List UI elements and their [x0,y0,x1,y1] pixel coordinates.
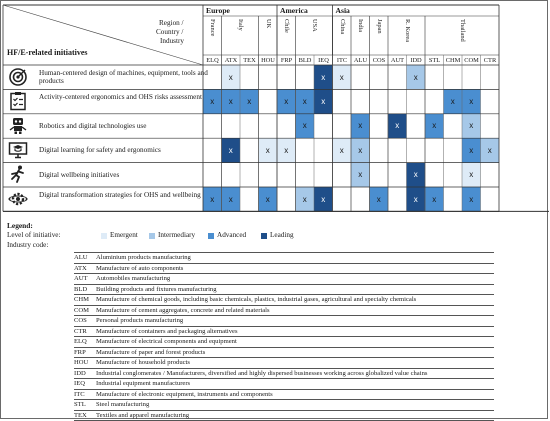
industry-code: HOU [74,359,89,366]
level-mark: x [339,145,344,155]
industry-code-cos: COS [372,56,386,64]
industry-code: ATX [74,264,87,272]
industry-code: FRP [74,348,86,356]
industry-description: Manufacture of auto components [96,264,184,272]
clipboard-checklist-icon [8,91,30,113]
industry-code-stl: STL [428,56,441,64]
industry-code: STL [74,401,86,408]
level-mark: x [228,72,233,82]
legend-swatch-intermediary [149,233,155,239]
level-mark: x [210,194,215,204]
industry-code-tex: TEX [243,56,256,64]
industry-code-elq: ELQ [206,56,219,64]
legend-title: Legend: [7,221,33,230]
level-mark: x [358,145,363,155]
industry-code: ITC [74,390,85,398]
industry-code-aut: AUT [390,56,405,64]
level-mark: x [358,121,363,131]
corner-region-line-3: Industry [160,37,184,45]
country-japan: Japan [375,19,383,34]
legend-swatch-advanced [208,233,214,239]
level-mark: x [469,170,474,180]
level-mark: x [265,145,270,155]
level-mark: x [339,72,344,82]
country-chile: Chile [283,19,291,33]
industry-description: Building products and fixtures manufacturing [96,285,217,293]
industry-description: Industrial conglomerates / Manufacturers, diversified and highly dispersed businesses working across globalized value chains [96,369,428,377]
legend-level-advanced: Advanced [217,231,247,239]
country-italy: Italy [237,19,244,31]
level-mark: x [302,96,307,106]
target-gear-icon [8,67,30,89]
country-r--korea: R. Korea [403,19,411,43]
industry-description: Personal products manufacturing [96,317,184,324]
initiative-label: Digital transformation strategies for OHS and wellbeing [39,191,201,199]
country-thailand: Thailand [459,19,466,42]
region-asia: Asia [335,6,350,15]
industry-code-alu: ALU [353,56,368,64]
legend-level-intermediary: Intermediary [158,231,196,239]
level-mark: x [321,72,326,82]
industry-code: CTR [74,327,87,335]
industry-code: IDD [74,369,86,377]
level-mark: x [302,121,307,131]
level-mark: x [302,194,307,204]
legend-level-emergent: Emergent [110,231,138,239]
industry-code: AUT [74,275,88,282]
initiative-label: Digital learning for safety and ergonomics [39,146,161,155]
industry-description: Automobiles manufacturing [96,275,171,282]
country-india: India [357,19,365,33]
industry-description: Steel manufacturing [96,401,150,408]
level-mark: x [321,96,326,106]
monitor-learning-icon [8,140,30,162]
corner-title: HF/E-related initiatives [7,48,88,57]
industry-code: CHM [74,296,90,303]
level-mark: x [469,121,474,131]
industry-code: IEQ [74,380,85,387]
level-mark: x [450,96,455,106]
level-mark: x [376,194,381,204]
industry-description: Textiles and apparel manufacturing [96,411,190,419]
industry-code-chm: CHM [445,56,461,64]
industry-code-com: COM [464,56,479,64]
initiative-label: Robotics and digital technologies use [39,121,147,130]
industry-description: Manufacture of cement aggregates, concrete and related materials [96,306,270,314]
industry-description: Manufacture of electrical components and equipment [96,338,237,345]
running-person-icon [8,164,30,186]
corner-region-line-1: Region / [159,19,184,27]
level-mark: x [210,96,215,106]
industry-code: ELQ [74,338,87,345]
level-mark: x [413,194,418,204]
legend-level-label: Level of initiative: [7,231,61,239]
level-mark: x [358,170,363,180]
level-mark: x [432,194,437,204]
industry-code-atx: ATX [224,56,238,64]
level-mark: x [247,96,252,106]
industry-description: Manufacture of containers and packaging alternatives [96,327,238,335]
initiative-label: Digital wellbeing initiatives [39,170,120,179]
industry-code-ieq: IEQ [318,56,329,64]
level-mark: x [284,145,289,155]
region-america: America [280,6,308,15]
country-uk: UK [264,19,272,29]
legend-level-leading: Leading [270,231,294,239]
country-france: France [209,19,217,37]
industry-code-bld: BLD [298,56,312,64]
level-mark: x [487,145,492,155]
level-mark: x [265,194,270,204]
level-mark: x [228,96,233,106]
region-europe: Europe [206,6,230,15]
country-china: China [338,19,346,35]
industry-code: COS [74,317,87,324]
industry-code-idd: IDD [410,56,422,64]
industry-description: Aluminium products manufacturing [96,254,191,261]
legend-code-label: Industry code: [7,241,49,249]
level-mark: x [469,96,474,106]
level-mark: x [469,194,474,204]
industry-code: TEX [74,411,87,419]
legend-swatch-leading [261,233,267,239]
industry-description: Manufacture of household products [96,359,190,366]
industry-description: Industrial equipment manufacturers [96,380,191,387]
initiative-label: Activity-centered ergonomics and OHS risks assessment [39,93,202,102]
industry-code: ALU [74,254,88,261]
level-mark: x [413,170,418,180]
robot-icon [8,115,30,137]
country-usa: USA [311,19,318,32]
industry-code-ctr: CTR [483,56,497,64]
level-mark: x [228,145,233,155]
industry-description: Manufacture of paper and forest products [96,348,206,356]
level-mark: x [395,121,400,131]
initiative-label: Human-centered design of machines, equipment, tools and products [39,69,208,86]
industry-code: COM [74,306,90,314]
level-mark: x [321,194,326,204]
industry-description: Manufacture of chemical goods, including basic chemicals, plastics, industrial gases, agricultural and specialty chemicals [96,296,417,303]
industry-description: Manufacture of electronic equipment, instruments and components [96,390,273,398]
level-mark: x [284,96,289,106]
level-mark: x [432,121,437,131]
industry-code-hou: HOU [261,56,275,64]
level-mark: x [413,72,418,82]
gear-network-icon [8,189,30,211]
level-mark: x [228,194,233,204]
industry-code-frp: FRP [280,56,293,64]
level-mark: x [469,145,474,155]
industry-code-itc: ITC [336,56,348,64]
corner-region-line-2: Country / [156,28,184,36]
legend-swatch-emergent [101,233,107,239]
industry-code: BLD [74,285,88,293]
